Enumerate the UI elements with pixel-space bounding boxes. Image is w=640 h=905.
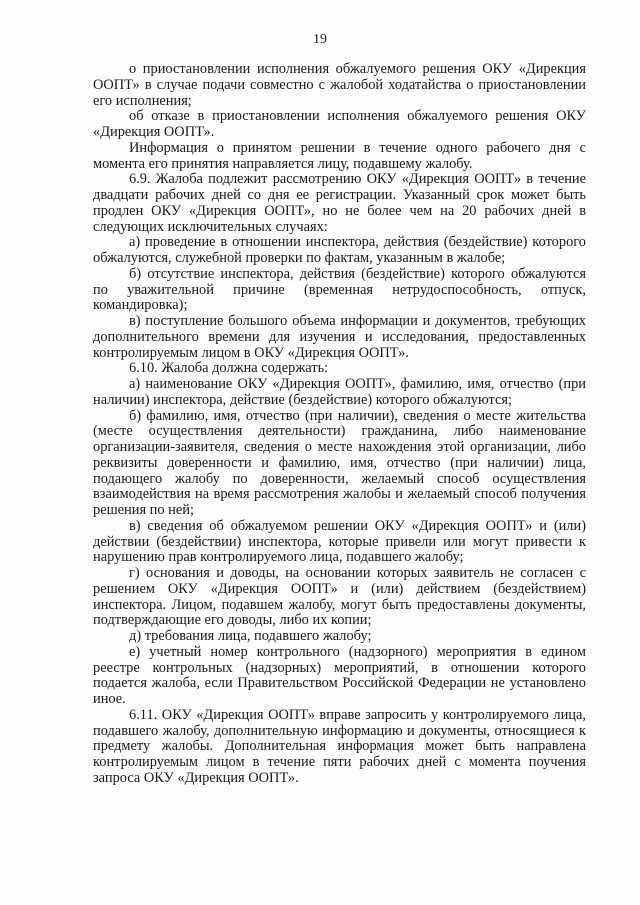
paragraph-6-10: 6.10. Жалоба должна содержать:: [129, 360, 329, 377]
paragraph-6-10-v: в) сведения об обжалуемом решении ОКУ «Дирекция ООПТ» и (или) действии (бездействии) инспектора, которые привели или могут привести к нарушению прав контролируемого лица, подавшего жалобу;: [93, 517, 586, 566]
paragraph-6-9-a: а) проведение в отношении инспектора, действия (бездействие) которого обжалуются, служебной проверки по фактам, указанным в жалобе;: [93, 234, 586, 266]
document-body: [93, 62, 586, 787]
paragraph-suspension: о приостановлении исполнения обжалуемого решения ОКУ «Дирекция ООПТ» в случае подачи совместно с жалобой ходатайства о приостановлении его исполнения;: [93, 61, 586, 109]
paragraph-refusal: об отказе в приостановлении исполнения обжалуемого решения ОКУ «Дирекция ООПТ».: [93, 108, 586, 140]
paragraph-6-10-b: б) фамилию, имя, отчество (при наличии), сведения о месте жительства (месте осуществления деятельности) гражданина, либо наименование организации-заявителя, сведения о месте нахождения этой организации, либо реквизиты доверенности и фамилию, имя, отчество (при наличии) лица, подающего жалобу по доверенности, желаемый способ осуществления взаимодействия на время рассмотрения жалобы и желаемый способ получения решения по ней;: [93, 407, 586, 518]
paragraph-6-9-v: в) поступление большого объема информации и документов, требующих дополнительного времени для изучения и исследования, предоставленных контролируемым лицом в ОКУ «Дирекция ООПТ».: [93, 313, 586, 361]
paragraph-6-11: 6.11. ОКУ «Дирекция ООПТ» вправе запросить у контролируемого лица, подавшего жалобу, дополнительную информацию и документы, относящиеся к предмету жалобы. Дополнительная информация может быть направлена контролируемым лицом в течение пяти рабочих дней с момента поучения запроса ОКУ «Дирекция ООПТ».: [93, 706, 586, 786]
paragraph-decision-notice: Информация о принятом решении в течение одного рабочего дня с момента его принятия направляется лицу, подавшему жалобу.: [93, 139, 586, 172]
paragraph-6-10-g: г) основания и доводы, на основании которых заявитель не согласен с решением ОКУ «Дирекция ООПТ» и (или) действием (бездействием) инспектора. Лицом, подавшем жалобу, могут быть предоставлены документы, подтверждающие его доводы, либо их копии;: [93, 565, 586, 629]
paragraph-6-10-e: е) учетный номер контрольного (надзорного) мероприятия в едином реестре контрольных (надзорных) мероприятий, в отношении которого подается жалоба, если Правительством Российской Федерации не установлено иное.: [93, 643, 586, 707]
paragraph-6-9: 6.9. Жалоба подлежит рассмотрению ОКУ «Дирекция ООПТ» в течение двадцати рабочих дней со дня ее регистрации. Указанный срок может быть продлен ОКУ «Дирекция ООПТ», но не более чем на 20 рабочих дней в следующих исключительных случаях:: [93, 171, 586, 235]
paragraph-6-10-d: д) требования лица, подавшего жалобу;: [129, 628, 372, 644]
paragraph-6-10-a: а) наименование ОКУ «Дирекция ООПТ», фамилию, имя, отчество (при наличии) инспектора, действие (бездействие) которого обжалуются;: [93, 376, 586, 408]
page-number: 19: [313, 32, 327, 47]
paragraph-6-9-b: б) отсутствие инспектора, действия (бездействие) которого обжалуются по уважительной причине (временная нетрудоспособность, отпуск, командировка);: [93, 265, 586, 314]
